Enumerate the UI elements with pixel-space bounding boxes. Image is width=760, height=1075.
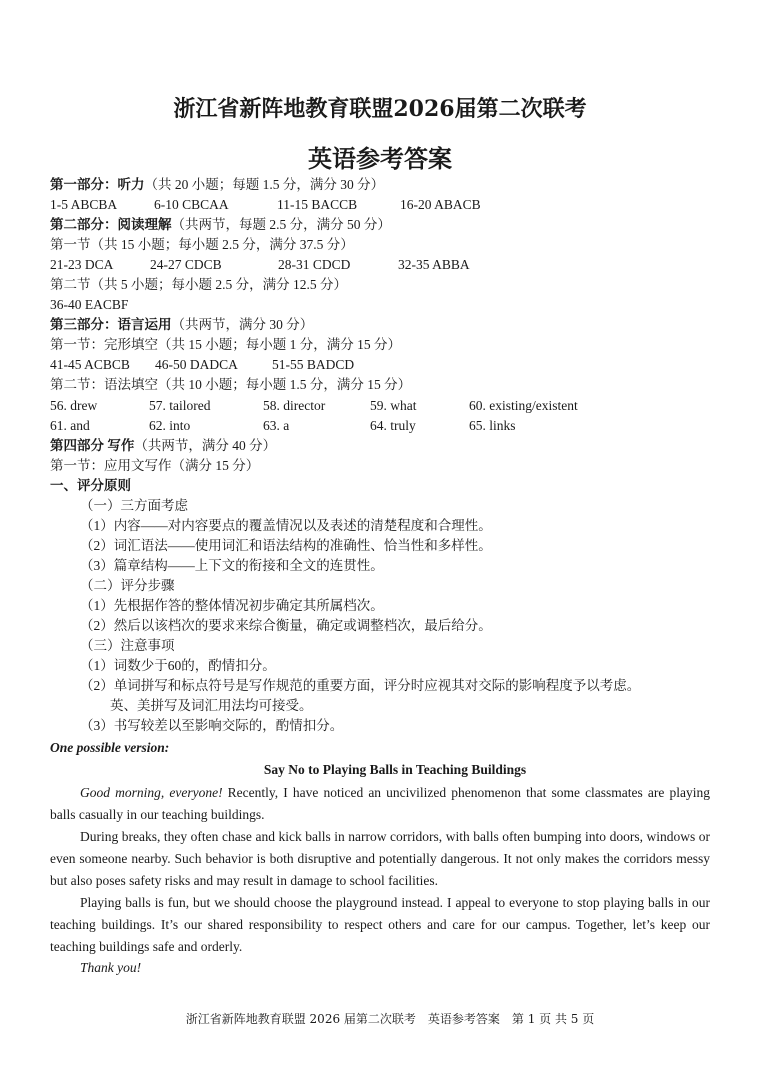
scoring-item: （3）书写较差以至影响交际的，酌情扣分。 (80, 718, 344, 733)
exam-title: 浙江省新阵地教育联盟2026届第二次联考 (173, 96, 587, 122)
scoring-item: （1）内容——对内容要点的覆盖情况以及表述的清楚程度和合理性。 (80, 518, 492, 533)
answer-group: 28-31 CDCD (278, 257, 351, 272)
essay-greeting: Good morning, everyone! (80, 785, 223, 800)
grammar-answer: 65. links (469, 418, 516, 433)
scoring-item: （三）注意事项 (80, 638, 175, 653)
scoring-item: （2）然后以该档次的要求来综合衡量，确定或调整档次，最后给分。 (80, 618, 492, 633)
answer-group: 16-20 ABACB (400, 197, 481, 212)
grammar-answer: 57. tailored (149, 398, 211, 413)
page-footer: 浙江省新阵地教育联盟 2026 届第二次联考 英语参考答案 第 1 页 共 5 页 (185, 1012, 595, 1026)
part3-section2: 第二节：语法填空（共 10 小题；每小题 1.5 分，满分 15 分） (50, 377, 412, 392)
answer-group: 41-45 ACBCB (50, 357, 130, 372)
scoring-item: 英、美拼写及词汇用法均可接受。 (110, 698, 313, 713)
scoring-item: （2）词汇语法——使用词汇和语法结构的准确性、恰当性和多样性。 (80, 538, 492, 553)
answer-group: 46-50 DADCA (155, 357, 238, 372)
grammar-answer: 62. into (149, 418, 191, 433)
part4-section1: 第一节：应用文写作（满分 15 分） (50, 458, 260, 473)
grammar-answer: 64. truly (370, 418, 416, 433)
answer-group: 32-35 ABBA (398, 257, 470, 272)
scoring-item: （1）词数少于60的，酌情扣分。 (80, 658, 276, 673)
part4-header (50, 437, 276, 455)
answer-group: 24-27 CDCB (150, 257, 222, 272)
part1-heading: 第一部分：听力 (50, 177, 145, 192)
scoring-item: （1）先根据作答的整体情况初步确定其所属档次。 (80, 598, 384, 613)
part3-header (50, 316, 313, 334)
essay-paragraph-2: During breaks, they often chase and kick balls in narrow corridors, with balls often bumping into doors, windows or even someone nearby. Such behavior is both disruptive and potentially dangerous. It not only makes the corridors messy but also poses safety risks and may result in damage to school facilities. (50, 829, 710, 888)
answer-key-title: 英语参考答案 (308, 144, 452, 173)
part3-heading: 第三部分：语言运用 (50, 317, 172, 332)
part1-note: （共 20 小题；每题 1.5 分，满分 30 分） (144, 177, 385, 192)
part4-note: （共两节，满分 40 分） (134, 438, 277, 453)
essay-paragraph-1 (50, 782, 710, 826)
grammar-answer: 59. what (370, 398, 417, 413)
essay-title: Say No to Playing Balls in Teaching Buildings (263, 762, 527, 777)
part2-section2: 第二节（共 5 小题；每小题 2.5 分，满分 12.5 分） (50, 277, 347, 292)
scoring-item: （一）三方面考虑 (80, 498, 188, 513)
grammar-answer: 56. drew (50, 398, 98, 413)
answer-group: 11-15 BACCB (277, 197, 358, 212)
part1-header (50, 176, 384, 194)
answer-group: 36-40 EACBF (50, 297, 129, 312)
grammar-answer: 61. and (50, 418, 90, 433)
part3-note: （共两节，满分 30 分） (171, 317, 314, 332)
essay-p1-text: Recently, I have noticed an uncivilized phenomenon that some classmates are playing balls casually in our teaching buildings. (50, 785, 710, 822)
part3-section1: 第一节：完形填空（共 15 小题；每小题 1 分，满分 15 分） (50, 337, 401, 352)
part2-heading: 第二部分：阅读理解 (50, 217, 172, 232)
part2-note: （共两节，每题 2.5 分，满分 50 分） (171, 217, 391, 232)
part4-heading: 第四部分 写作 (50, 438, 135, 453)
scoring-item: （二）评分步骤 (80, 578, 175, 593)
scoring-item: （2）单词拼写和标点符号是写作规范的重要方面，评分时应视其对交际的影响程度予以考虑。 (80, 678, 641, 693)
grammar-answer: 60. existing/existent (469, 398, 578, 413)
scoring-item: （3）篇章结构——上下文的衔接和全文的连贯性。 (80, 558, 384, 573)
essay-closing: Thank you! (80, 960, 142, 975)
grammar-answer: 58. director (263, 398, 326, 413)
part2-header (50, 216, 391, 234)
answer-group: 6-10 CBCAA (154, 197, 229, 212)
part2-section1: 第一节（共 15 小题；每小题 2.5 分，满分 37.5 分） (50, 237, 354, 252)
scoring-principles-heading: 一、评分原则 (50, 478, 131, 493)
answer-group: 21-23 DCA (50, 257, 114, 272)
grammar-answer: 63. a (263, 418, 290, 433)
essay-paragraph-3: Playing balls is fun, but we should choose the playground instead. I appeal to everyone to stop playing balls in our teaching buildings. It’s our shared responsibility to respect others and care for our campus. Together, let’s keep our teaching buildings safe and orderly. (50, 895, 710, 954)
sample-version-label: One possible version: (50, 740, 170, 755)
answer-group: 1-5 ABCBA (50, 197, 118, 212)
answer-group: 51-55 BADCD (272, 357, 355, 372)
